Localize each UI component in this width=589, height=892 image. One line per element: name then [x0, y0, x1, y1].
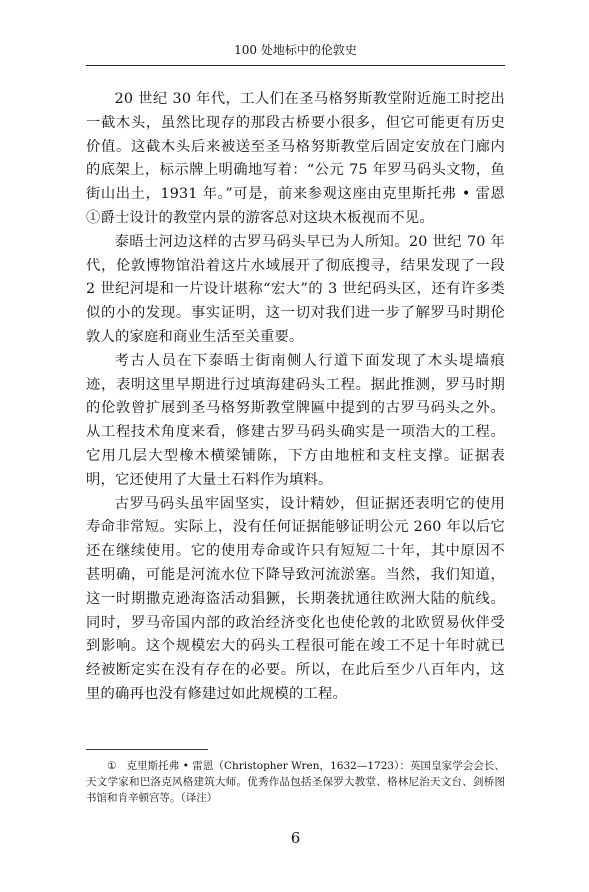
paragraph: 泰晤士河边这样的古罗马码头早已为人所知。20 世纪 70 年代，伦敦博物馆沿着这片水域展开了彻底搜寻，结果发现了一段 2 世纪河堤和一片设计堪称“宏大”的 3 世纪码头区，还有许多类似的小的发现。事实证明，这一切对我们进一步了解罗马时期伦敦人的家庭和商业生活至关重要。 [86, 233, 505, 345]
running-title: 100 处地标中的伦敦史 [234, 43, 357, 57]
page-number: 6 [290, 829, 301, 847]
footnote [86, 758, 505, 806]
body-text [86, 88, 505, 707]
footnote-marker: ① [107, 760, 117, 772]
footnote-rule [86, 749, 208, 750]
paragraph: 20 世纪 30 年代，工人们在圣马格努斯教堂附近施工时挖出一截木头，虽然比现存的那段古桥要小很多，但它可能更有历史价值。这截木头后来被送至圣马格努斯教堂后固定安放在门廊内的底架上，标示牌上明确地写着：“公元 75 年罗马码头文物，鱼街山出土，1931 年。”可是，前来参观这座由克里斯托弗 • 雷恩①爵士设计的教堂内景的游客总对这块木板视而不见。 [86, 91, 505, 226]
footnote-text: 克里斯托弗 • 雷恩（Christopher Wren，1632—1723）：英国皇家学会会长、天文学家和巴洛克风格建筑大师。优秀作品包括圣保罗大教堂、格林尼治天文台、剑桥图书馆和肯辛顿宫等。（译注） [86, 760, 505, 804]
header-rule [86, 65, 505, 66]
running-header [86, 42, 505, 58]
paragraph: 古罗马码头虽牢固坚实，设计精妙，但证据还表明它的使用寿命非常短。实际上，没有任何证据能够证明公元 260 年以后它还在继续使用。它的使用寿命或许只有短短二十年，其中原因不甚明确，可能是河流水位下降导致河流淤塞。当然，我们知道，这一时期撒克逊海盗活动猖獗，长期袭扰通往欧洲大陆的航线。同时，罗马帝国内部的政治经济变化也使伦敦的北欧贸易伙伴受到影响。这个规模宏大的码头工程很可能在竣工不足十年时就已经被断定实在没有存在的必要。所以，在此后至少八百年内，这里的确再也没有修建过如此规模的工程。 [86, 495, 505, 702]
paragraph: 考古人员在下泰晤士街南侧人行道下面发现了木头堤墙痕迹，表明这里早期进行过填海建码头工程。据此推测，罗马时期的伦敦曾扩展到圣马格努斯教堂牌匾中提到的古罗马码头之外。从工程技术角度来看，修建古罗马码头确实是一项浩大的工程。它用几层大型橡木横梁铺陈，下方由地桩和支柱支撑。证据表明，它还使用了大量土石料作为填料。 [86, 352, 505, 488]
